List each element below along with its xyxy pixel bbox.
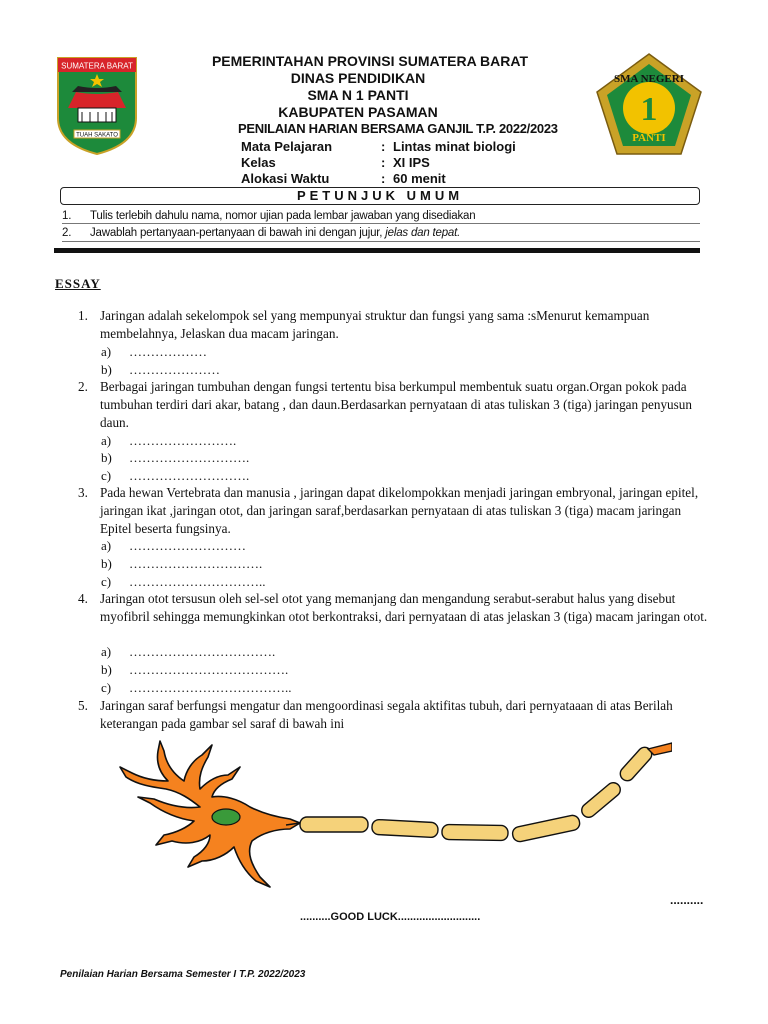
answer-blank: …………………	[129, 362, 220, 377]
left-logo-bottom-text: TUAH SAKATO	[76, 132, 118, 139]
answer-blank: ………………………….	[129, 556, 263, 571]
myelin-sheath	[511, 814, 581, 843]
meta-sep-class: :	[381, 155, 386, 170]
option-letter: a)	[101, 344, 112, 359]
question-text: Pada hewan Vertebrata dan manusia , jaringan dapat dikelompokkan menjadi jaringan embryonal, jaringan epitel, jaringan ikat ,jaringan otot, dan jaringan saraf,berdasarkan pernyataan di atas tuliskan 3 (tiga) macam jaringan Epitel beserta fungsinya.	[100, 485, 699, 536]
instruction-text: Tulis terlebih dahulu nama, nomor ujian pada lembar jawaban yang disediakan	[90, 210, 476, 222]
myelin-sheath	[372, 819, 439, 837]
essay-heading: ESSAY	[55, 276, 101, 291]
myelin-sheath	[579, 780, 623, 820]
sma-negeri-1-panti-logo	[595, 52, 703, 156]
option-letter: b)	[101, 662, 112, 677]
answer-blank: ………………………	[129, 538, 246, 553]
meta-label-time: Alokasi Waktu	[241, 171, 330, 186]
good-luck-text: ..........GOOD LUCK...........................	[300, 911, 481, 923]
myelin-sheath	[442, 824, 508, 840]
meta-label-subject: Mata Pelajaran	[241, 139, 333, 154]
meta-value-time: 60 menit	[393, 171, 446, 186]
question-text: Jaringan adalah sekelompok sel yang mempunyai struktur dan fungsi yang sama :sMenurut kemampuan membelahnya, Jelaskan dua macam jaringan.	[100, 308, 650, 341]
page-footer: Penilaian Harian Bersama Semester I T.P. 2022/2023	[60, 969, 306, 980]
header-line-3: SMA N 1 PANTI	[307, 87, 409, 103]
question-1	[78, 307, 708, 343]
option-letter: a)	[101, 433, 112, 448]
header-line-4: KABUPATEN PASAMAN	[278, 104, 438, 120]
meta-value-subject: Lintas minat biologi	[393, 139, 516, 154]
answer-blank: …………………….	[129, 433, 237, 448]
exam-title: PENILAIAN HARIAN BERSAMA GANJIL T.P. 2022/2023	[238, 121, 558, 136]
option-letter: c)	[101, 574, 112, 589]
answer-option	[101, 343, 207, 361]
option-letter: b)	[101, 362, 112, 377]
instruction-number: 1.	[62, 210, 72, 222]
meta-label-class: Kelas	[241, 155, 276, 170]
general-instruction-1	[62, 209, 475, 223]
option-letter: a)	[101, 538, 112, 553]
answer-option	[101, 537, 246, 555]
question-4	[78, 590, 708, 644]
answer-blank: ………………	[129, 344, 207, 359]
answer-blank: ………………………………..	[129, 680, 292, 695]
header-line-2: DINAS PENDIDIKAN	[290, 70, 426, 86]
question-number: 1.	[78, 308, 88, 323]
question-number: 4.	[78, 591, 88, 606]
option-letter: b)	[101, 450, 112, 465]
general-instruction-2	[62, 226, 460, 240]
right-logo-text: SMA NEGERI	[614, 73, 684, 85]
axon-terminal	[648, 743, 672, 755]
right-logo-bottom-text: PANTI	[632, 132, 666, 144]
answer-option	[101, 361, 220, 379]
left-logo-top-text: SUMATERA BARAT	[61, 61, 133, 71]
option-letter: a)	[101, 644, 112, 659]
question-text: Jaringan saraf berfungsi mengatur dan mengoordinasi segala aktifitas tubuh, dari pernyataaan di atas Berilah keterangan pada gambar sel saraf di bawah ini	[100, 698, 673, 731]
question-text: Berbagai jaringan tumbuhan dengan fungsi tertentu bisa berkumpul membentuk suatu organ.Organ pokok pada tumbuhan terdiri dari akar, batang , dan daun.Berdasarkan pernyataan di atas tuliskan 3 (tiga) jaringan penyusun daun.	[100, 379, 692, 430]
question-3	[78, 484, 708, 538]
question-number: 5.	[78, 698, 88, 713]
trailing-dots: ..........	[670, 893, 704, 907]
right-logo-number: 1	[640, 91, 658, 128]
option-letter: c)	[101, 680, 112, 695]
answer-option	[101, 661, 288, 679]
answer-option	[101, 467, 249, 485]
option-letter: c)	[101, 468, 112, 483]
meta-sep-time: :	[381, 171, 386, 186]
answer-blank: ……………………………….	[129, 662, 289, 677]
header-thick-rule	[54, 248, 700, 253]
question-text: Jaringan otot tersusun oleh sel-sel otot yang memanjang dan mengandung serabut-serabut halus yang disebut myofibril sehingga memungkinkan otot berkontraksi, dari pernyataan di atas jelaskan 3 (tiga) macam jaringan otot.	[100, 591, 708, 624]
instruction-text-italic: jelas dan tepat.	[382, 227, 461, 239]
answer-blank: ……………………….	[129, 450, 250, 465]
instruction-number: 2.	[62, 227, 72, 239]
answer-option	[101, 555, 262, 573]
sumatera-barat-logo	[56, 56, 138, 156]
answer-blank: …………………………..	[129, 574, 266, 589]
question-number: 2.	[78, 379, 88, 394]
answer-option	[101, 449, 249, 467]
answer-option	[101, 432, 236, 450]
answer-blank: …………………………….	[129, 644, 276, 659]
petunjuk-umum-title: PETUNJUK UMUM	[60, 187, 700, 205]
option-letter: b)	[101, 556, 112, 571]
answer-option	[101, 679, 292, 697]
myelin-sheath	[300, 817, 368, 832]
answer-blank: ……………………….	[129, 468, 250, 483]
divider	[62, 241, 700, 242]
answer-option	[101, 643, 275, 661]
header-line-1: PEMERINTAHAN PROVINSI SUMATERA BARAT	[211, 53, 529, 69]
instruction-text: Jawablah pertanyaan-pertanyaan di bawah ini dengan jujur,	[90, 227, 383, 239]
neuron-diagram	[100, 737, 672, 897]
question-number: 3.	[78, 485, 88, 500]
question-2	[78, 378, 708, 432]
answer-option	[101, 573, 266, 591]
question-5	[78, 697, 708, 733]
divider	[62, 223, 700, 224]
nucleus	[212, 809, 240, 825]
meta-sep-subject: :	[381, 139, 386, 154]
meta-value-class: XI IPS	[393, 155, 430, 170]
